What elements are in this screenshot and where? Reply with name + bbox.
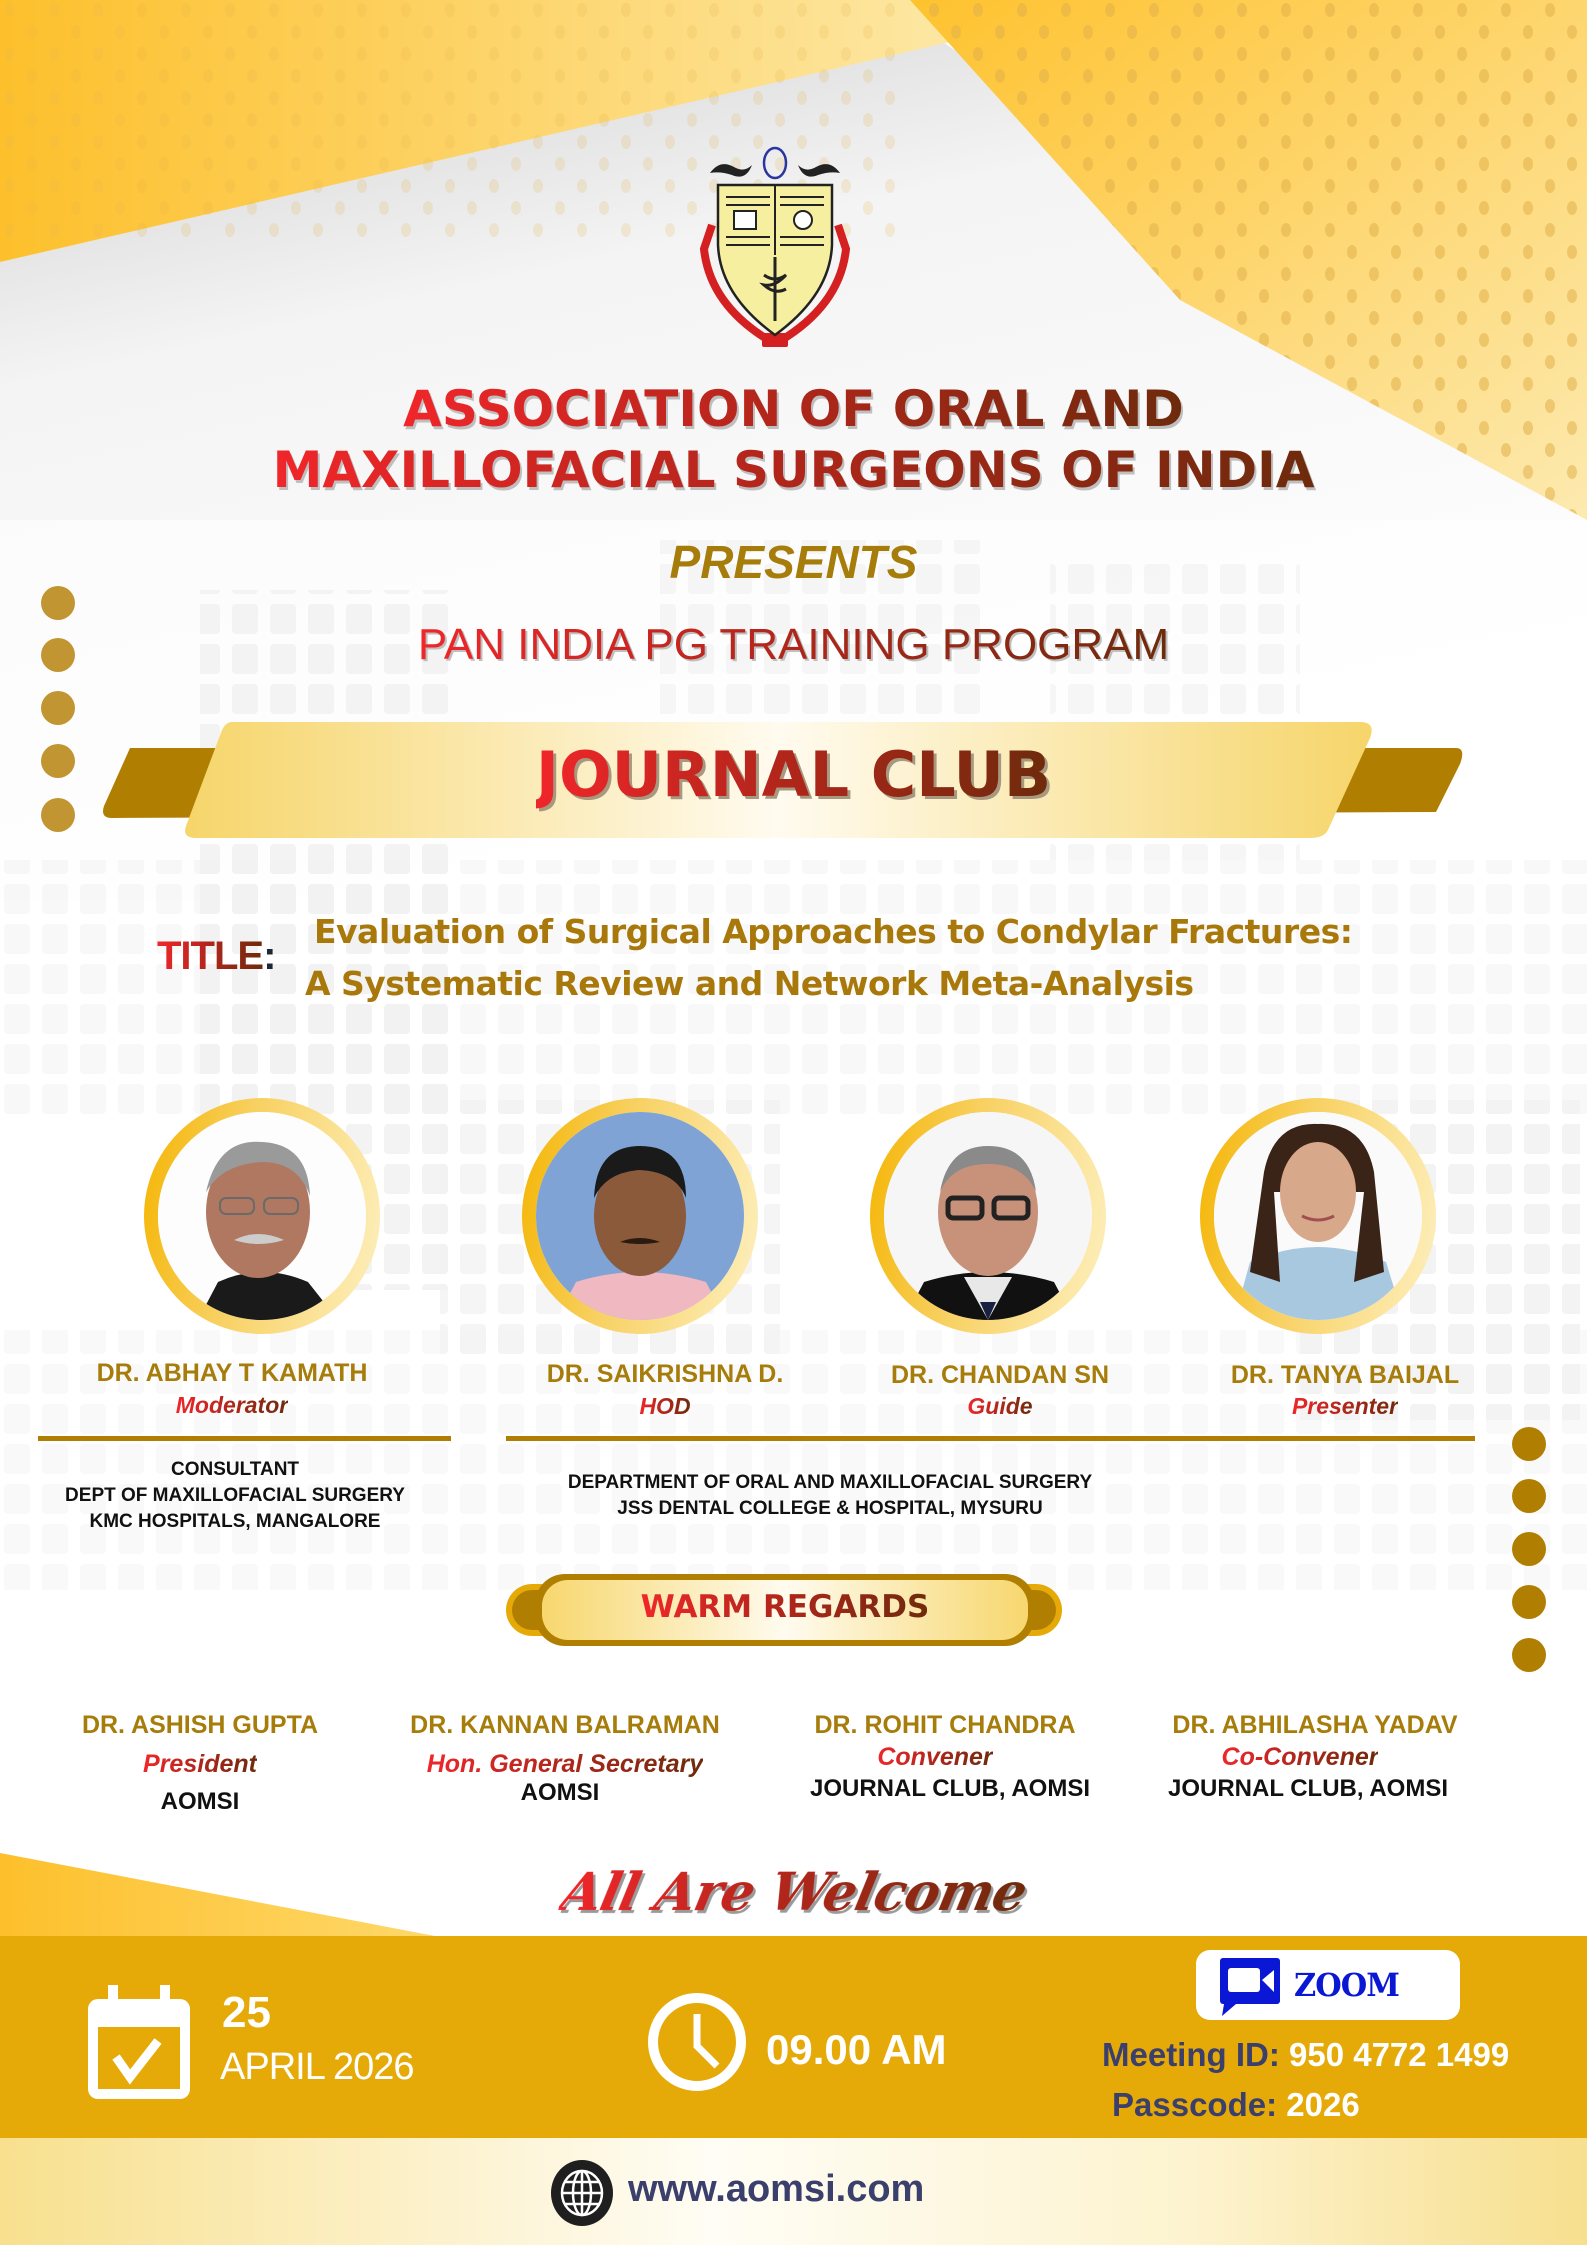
- speaker-role: Moderator: [175, 1392, 289, 1418]
- signatory-role: President: [143, 1750, 257, 1778]
- affiliation-line: CONSULTANT: [170, 1459, 300, 1480]
- event-name: JOURNAL CLUB: [535, 738, 1052, 811]
- title-colon: :: [263, 934, 276, 978]
- speaker-name: DR. TANYA BAIJAL: [1230, 1361, 1460, 1389]
- signatory-org: AOMSI: [520, 1779, 600, 1806]
- passcode-row: [1112, 2086, 1360, 2124]
- speaker-photo-4: [1200, 1098, 1436, 1334]
- decor-dot: [1512, 1427, 1546, 1461]
- welcome-message: All Are Welcome: [555, 1862, 1032, 1923]
- portrait-man-blue-bg: [536, 1112, 744, 1320]
- platform-name: ZOOM: [1294, 1966, 1400, 2004]
- title-line1: Evaluation of Surgical Approaches to Condylar Fractures:: [314, 912, 1353, 951]
- video-camera-icon: [1220, 1958, 1286, 2016]
- org-name-line1: ASSOCIATION OF ORAL AND: [403, 380, 1184, 438]
- clock-icon: [645, 1990, 749, 2094]
- signatory-name: DR. KANNAN BALRAMAN: [410, 1711, 720, 1739]
- divider-right: [506, 1436, 1475, 1441]
- event-date-month: APRIL 2026: [220, 2046, 414, 2088]
- signatory-role: Hon. General Secretary: [426, 1750, 704, 1778]
- decor-dot: [41, 586, 75, 620]
- decor-dot: [1512, 1638, 1546, 1672]
- signatory-org: AOMSI: [160, 1788, 240, 1815]
- speaker-role: Presenter: [1291, 1393, 1399, 1419]
- affiliation-line: DEPARTMENT OF ORAL AND MAXILLOFACIAL SURGERY: [567, 1472, 1093, 1493]
- decor-dot: [1512, 1479, 1546, 1513]
- decor-dot: [41, 691, 75, 725]
- speaker-name: DR. ABHAY T KAMATH: [96, 1359, 368, 1387]
- affiliation-line: DEPT OF MAXILLOFACIAL SURGERY: [65, 1485, 405, 1506]
- program-name: PAN INDIA PG TRAINING PROGRAM: [417, 620, 1170, 669]
- signatory-name: DR. ROHIT CHANDRA: [814, 1711, 1076, 1739]
- org-name-line2: MAXILLOFACIAL SURGEONS OF INDIA: [272, 441, 1315, 499]
- speaker-role: HOD: [639, 1393, 691, 1419]
- title-line2: A Systematic Review and Network Meta-Analysis: [305, 964, 1194, 1003]
- signatory-name: DR. ABHILASHA YADAV: [1172, 1711, 1458, 1739]
- calendar-check-icon: [88, 1985, 190, 2099]
- passcode-value[interactable]: 2026: [1286, 2086, 1360, 2123]
- affiliation-line: KMC HOSPITALS, MANGALORE: [89, 1511, 381, 1532]
- event-date-day: 25: [222, 1988, 271, 2037]
- presents-label: PRESENTS: [669, 536, 918, 588]
- affiliation-line: JSS DENTAL COLLEGE & HOSPITAL, MYSURU: [617, 1498, 1043, 1519]
- meeting-id-label: Meeting ID:: [1102, 2036, 1280, 2073]
- signatory-role: Convener: [877, 1743, 993, 1771]
- affiliation-right: [560, 1470, 1100, 1522]
- speaker-photo-1: [144, 1098, 380, 1334]
- portrait-man-glasses: [158, 1112, 366, 1320]
- meeting-id-row: [1102, 2036, 1509, 2074]
- event-time: 09.00 AM: [766, 2026, 947, 2073]
- meeting-id-value[interactable]: 950 4772 1499: [1289, 2036, 1510, 2073]
- decor-dot: [1512, 1532, 1546, 1566]
- signatory-name: DR. ASHISH GUPTA: [81, 1711, 319, 1739]
- aomsi-logo: [690, 145, 860, 353]
- zoom-badge: [1196, 1950, 1460, 2020]
- warm-regards-label: WARM REGARDS: [640, 1589, 930, 1625]
- title-label: TITLE:: [157, 934, 276, 978]
- divider-left: [38, 1436, 451, 1441]
- globe-icon: [551, 2160, 613, 2226]
- affiliation-left: [30, 1457, 440, 1535]
- portrait-man-suit: [884, 1112, 1092, 1320]
- speaker-photo-2: [522, 1098, 758, 1334]
- decor-dot: [1512, 1585, 1546, 1619]
- speaker-name: DR. SAIKRISHNA D.: [546, 1360, 784, 1388]
- signatory-org: JOURNAL CLUB, AOMSI: [1167, 1775, 1448, 1802]
- signatory-role: Co-Convener: [1221, 1743, 1379, 1771]
- speaker-photo-3: [870, 1098, 1106, 1334]
- speaker-role: Guide: [967, 1393, 1033, 1419]
- website-link[interactable]: www.aomsi.com: [628, 2168, 925, 2210]
- portrait-woman: [1214, 1112, 1422, 1320]
- signatory-org: JOURNAL CLUB, AOMSI: [809, 1775, 1090, 1802]
- logo-ornaments: [710, 148, 840, 178]
- passcode-label: Passcode:: [1112, 2086, 1278, 2123]
- speaker-name: DR. CHANDAN SN: [890, 1361, 1110, 1389]
